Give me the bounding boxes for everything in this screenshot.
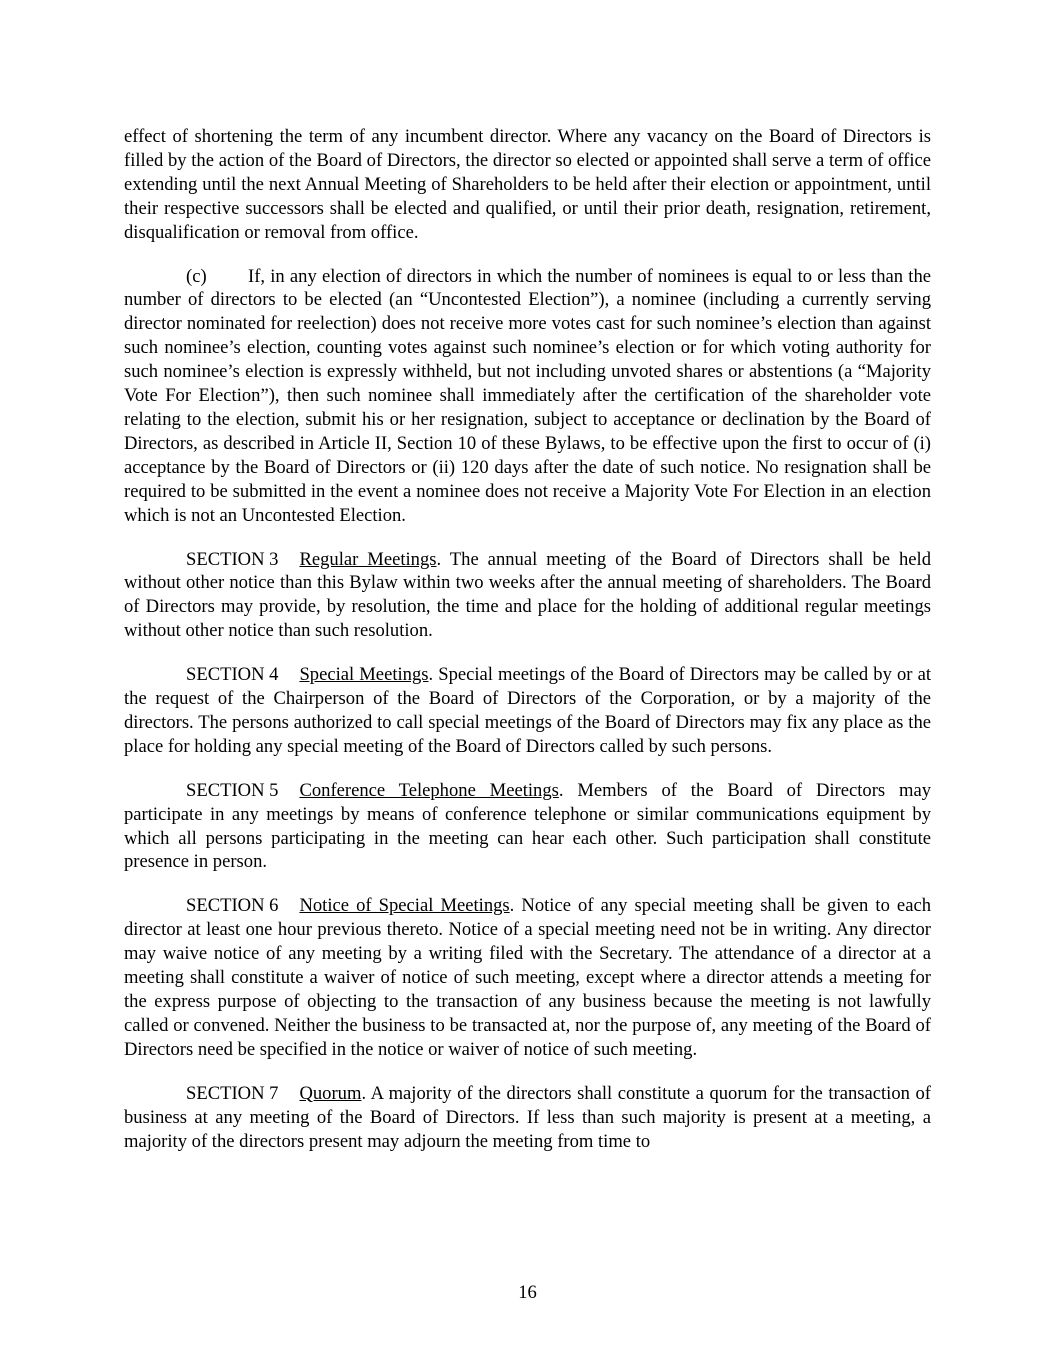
paragraph-section-7 bbox=[124, 1082, 931, 1154]
section-text: . A majority of the directors shall constitute a quorum for the transaction of business at any meeting of the Board of Directors. If less than such majority is present at a meeting, a majority of the directors present may adjourn the meeting from time to bbox=[124, 1082, 931, 1152]
section-text: . Special meetings of the Board of Directors may be called by or at the request of the Chairperson of the Board of Directors of the Corporation, or by a majority of the directors. The persons authorized to call special meetings of the Board of Directors may fix any place as the place for holding any special meeting of the Board of Directors called by such persons. bbox=[124, 664, 932, 757]
section-heading: Special Meetings bbox=[299, 664, 429, 686]
section-heading: Regular Meetings bbox=[299, 548, 437, 570]
section-number: SECTION 7 bbox=[186, 1082, 279, 1104]
paragraph-subsection-c bbox=[124, 265, 931, 528]
section-text: . The annual meeting of the Board of Directors shall be held without other notice than this Bylaw within two weeks after the annual meeting of shareholders. The Board of Directors may provide, by resolution, the time and place for the holding of additional regular meetings without other notice than such resolution. bbox=[124, 548, 931, 642]
section-number: SECTION 4 bbox=[186, 664, 279, 686]
paragraph-section-4 bbox=[124, 663, 931, 759]
section-number: SECTION 6 bbox=[186, 895, 279, 917]
section-text: . Notice of any special meeting shall be given to each director at least one hour previous thereto. Notice of a special meeting need not be in writing. Any director may waive notice of any meeting by a writing filed with the Secretary. The attendance of a director at a meeting shall constitute a waiver of notice of such meeting, except where a director attends a meeting for the express purpose of objecting to the transaction of any business because the meeting is not lawfully called or convened. Neither the business to be transacted at, nor the purpose of, any meeting of the Board of Directors need be specified in the notice or waiver of notice of such meeting. bbox=[124, 895, 931, 1060]
document-page bbox=[124, 125, 931, 1173]
paragraph-section-6 bbox=[124, 894, 931, 1061]
subsection-text: If, in any election of directors in which the number of nominees is equal to or less than the number of directors to be elected (an “Uncontested Election”), a nominee (including a currently serving director nominated for reelection) does not receive more votes cast for such nominee’s election than against such nominee’s election, counting votes against such nominee’s election or for which voting authority for such nominee’s election is expressly withheld, but not including unvoted shares or abstentions (a “Majority Vote For Election”), then such nominee shall immediately after the certification of the shareholder vote relating to the election, submit his or her resignation, subject to acceptance or declination by the Board of Directors, as described in Article II, Section 10 of these Bylaws, to be effective upon the first to occur of (i) acceptance by the Board of Directors or (ii) 120 days after the date of such notice. No resignation shall be required to be submitted in the event a nominee does not receive a Majority Vote For Election in an election which is not an Uncontested Election. bbox=[124, 265, 931, 526]
section-text: . Members of the Board of Directors may participate in any meetings by means of conference telephone or similar communications equipment by which all persons participating in the meeting can hear each other. Such participation shall constitute presence in person. bbox=[124, 779, 931, 873]
section-number: SECTION 3 bbox=[186, 548, 279, 570]
section-number: SECTION 5 bbox=[186, 779, 279, 801]
section-heading: Quorum bbox=[299, 1082, 362, 1104]
paragraph-continuation: effect of shortening the term of any incumbent director. Where any vacancy on the Board of Directors is filled by the action of the Board of Directors, the director so elected or appointed shall serve a term of office extending until the next Annual Meeting of Shareholders to be held after their election or appointment, until their respective successors shall be elected and qualified, or until their prior death, resignation, retirement, disqualification or removal from office. bbox=[124, 126, 931, 243]
paragraph-section-3 bbox=[124, 548, 931, 644]
paragraph-section-5 bbox=[124, 779, 931, 875]
page-number: 16 bbox=[518, 1282, 537, 1303]
subsection-label: (c) bbox=[186, 265, 207, 287]
section-heading: Notice of Special Meetings bbox=[299, 895, 510, 917]
section-heading: Conference Telephone Meetings bbox=[299, 779, 559, 801]
